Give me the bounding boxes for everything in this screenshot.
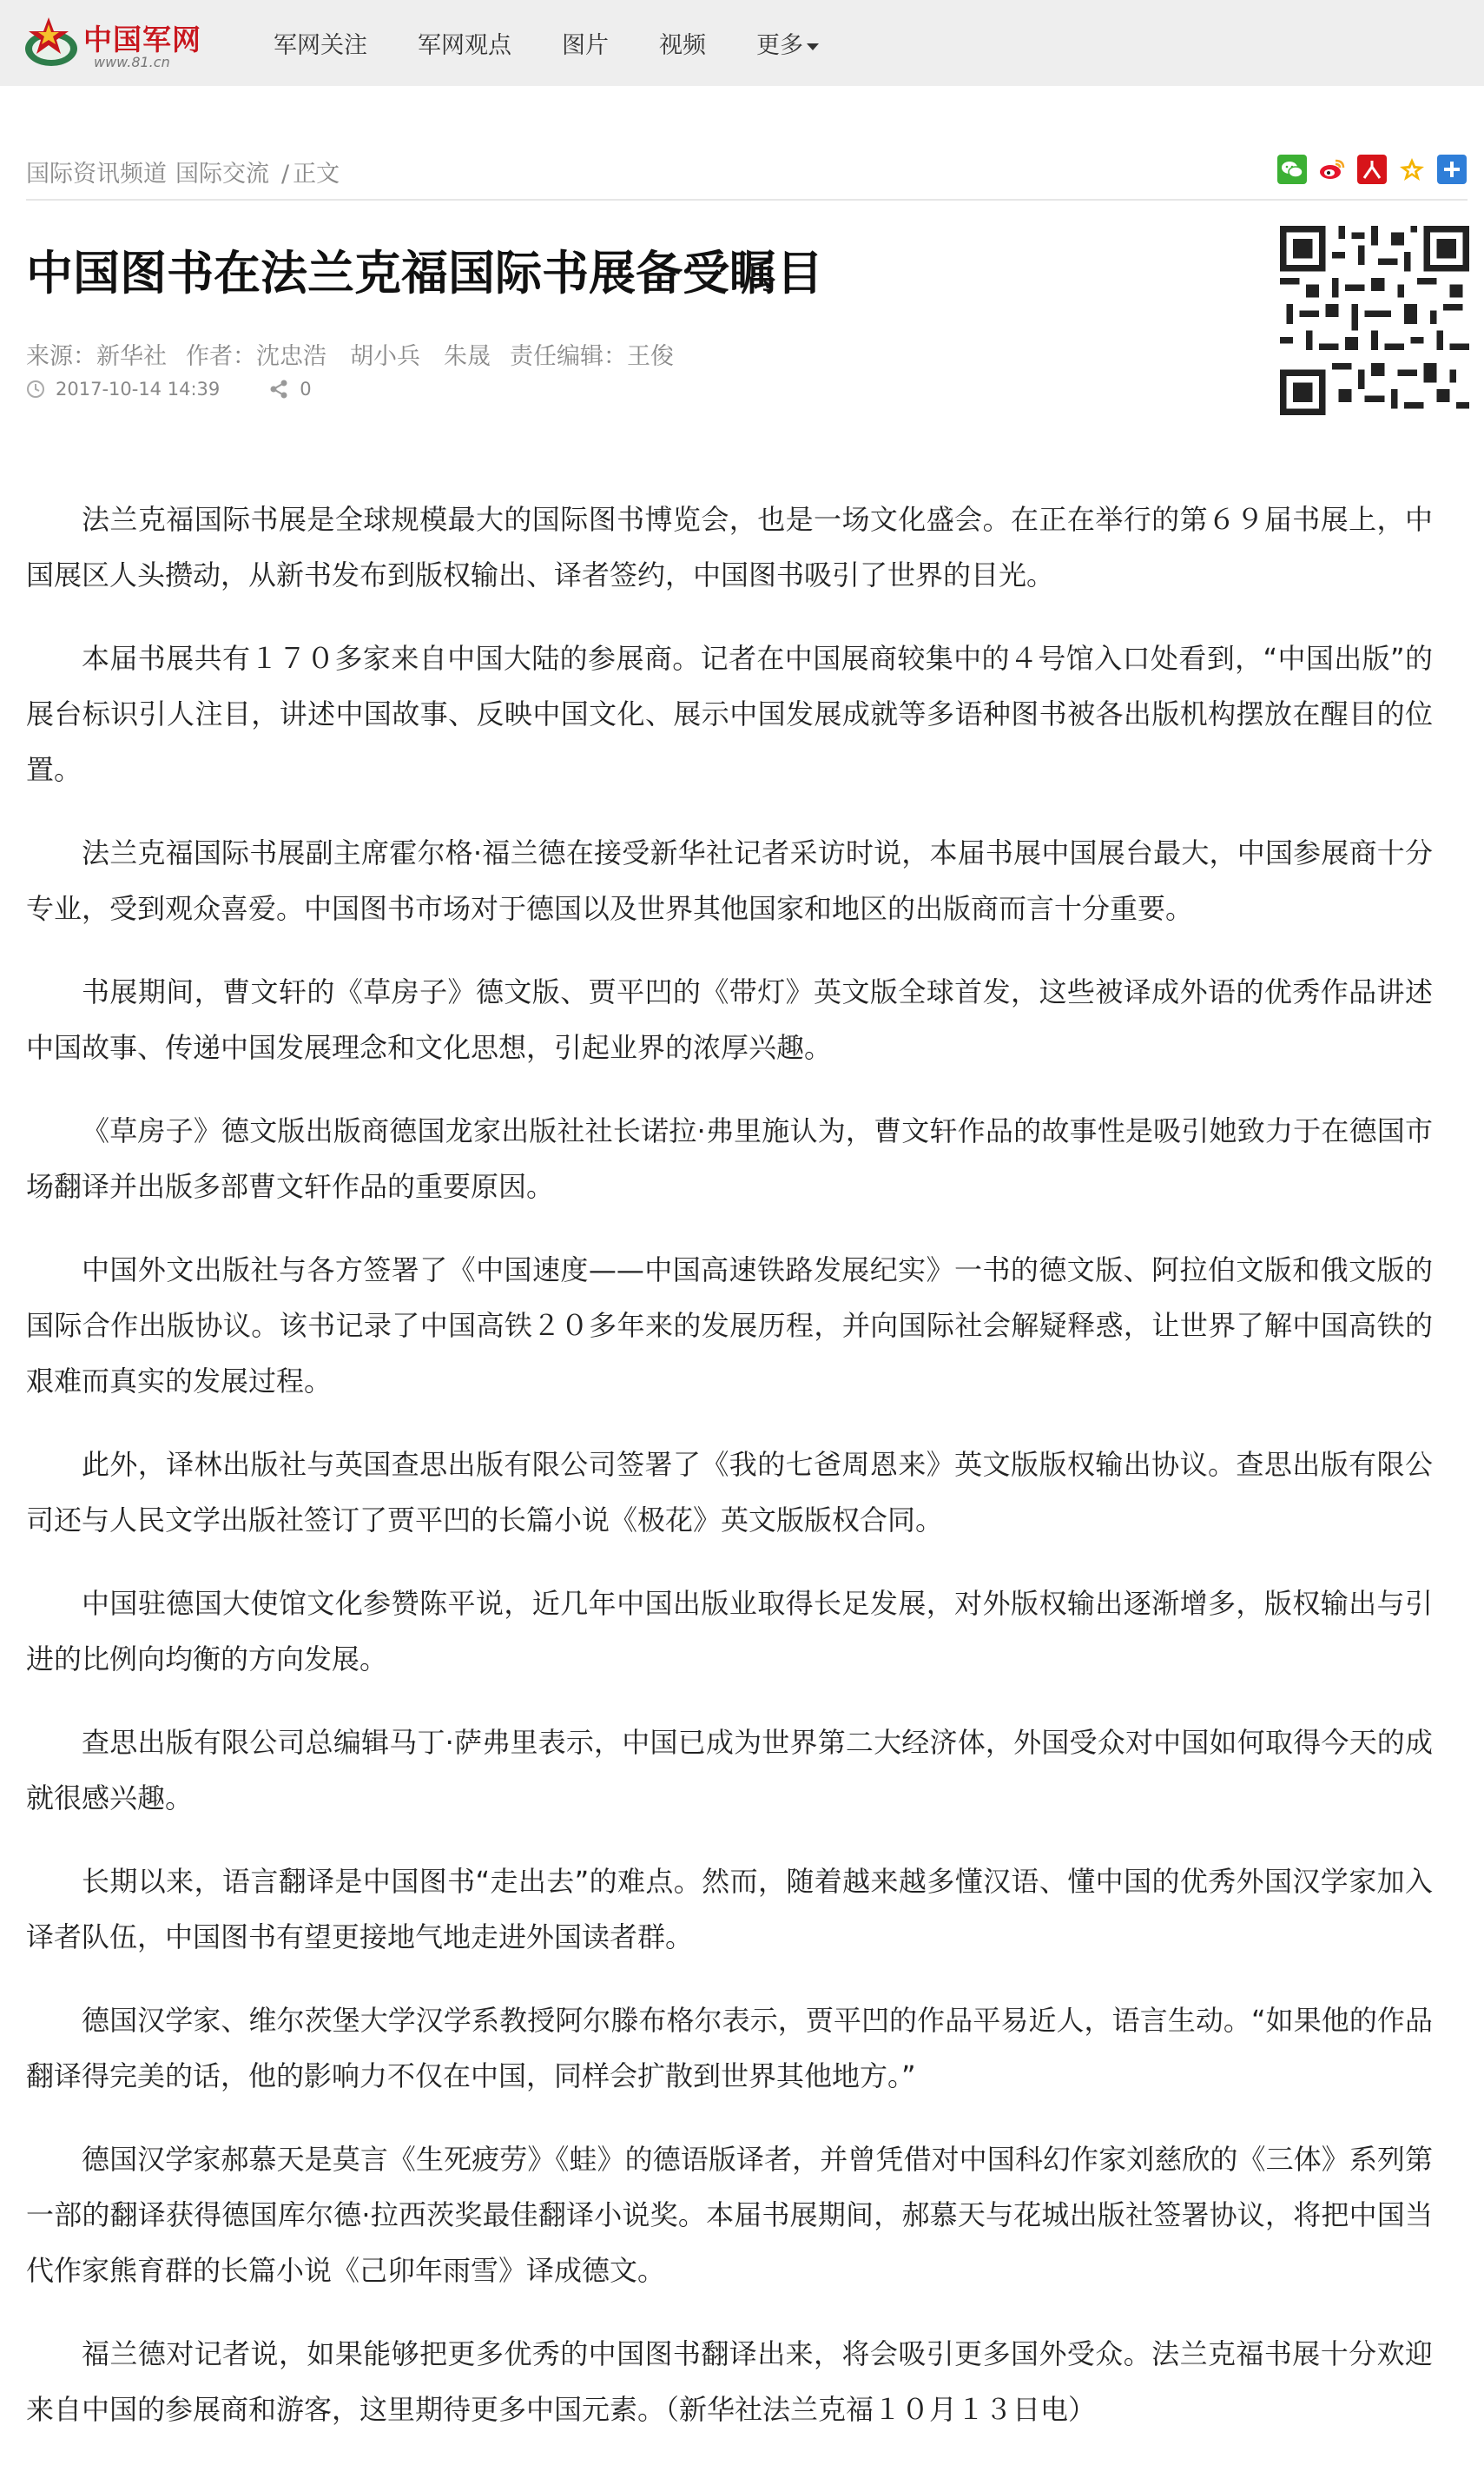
add-icon[interactable] — [1437, 155, 1467, 184]
article-paragraph: 本届书展共有１７０多家来自中国大陆的参展商。记者在中国展商较集中的４号馆入口处看到，“中国出版”的展台标识引人注目，讲述中国故事、反映中国文化、展示中国发展成就等多语种图书被各出版机构摆放在醒目的位置。 — [26, 642, 1433, 786]
wechat-icon[interactable] — [1277, 155, 1307, 184]
article-source: 来源：新华社 — [26, 343, 167, 370]
nav-item-opinion[interactable]: 军网观点 — [418, 32, 511, 59]
clock-icon — [26, 380, 45, 399]
nav-item-video[interactable]: 视频 — [659, 32, 706, 59]
article-paragraph: 书展期间，曹文轩的《草房子》德文版、贾平凹的《带灯》英文版全球首发，这些被译成外语的优秀作品讲述中国故事、传递中国发展理念和文化思想，引起业界的浓厚兴趣。 — [26, 975, 1433, 1064]
article-paragraph: 查思出版有限公司总编辑马丁·萨弗里表示，中国已成为世界第二大经济体，外国受众对中国如何取得今天的成就很感兴趣。 — [26, 1726, 1433, 1814]
logo-star-icon — [23, 14, 80, 71]
article-authors: 作者：沈忠浩 胡小兵 朱晟 — [186, 343, 491, 370]
header-divider — [26, 199, 1468, 201]
article-title: 中国图书在法兰克福国际书展备受瞩目 — [26, 246, 823, 301]
article-paragraph: 德国汉学家、维尔茨堡大学汉学系教授阿尔滕布格尔表示，贾平凹的作品平易近人，语言生动。“如果他的作品翻译得完美的话，他的影响力不仅在中国，同样会扩散到世界其他地方。” — [26, 2004, 1433, 2092]
nav-item-pictures[interactable]: 图片 — [562, 32, 609, 59]
article-paragraph: 中国外文出版社与各方签署了《中国速度——中国高速铁路发展纪实》一书的德文版、阿拉伯文版和俄文版的国际合作出版协议。该书记录了中国高铁２０多年来的发展历程，并向国际社会解疑释惑，让世界了解中国高铁的艰难而真实的发展过程。 — [26, 1253, 1433, 1398]
breadcrumb-current: 正文 — [293, 161, 340, 188]
breadcrumb-separator: / — [281, 161, 290, 188]
top-nav-bar — [0, 0, 1484, 86]
site-logo[interactable] — [23, 14, 205, 71]
article-paragraph: 长期以来，语言翻译是中国图书“走出去”的难点。然而，随着越来越多懂汉语、懂中国的优秀外国汉学家加入译者队伍，中国图书有望更接地气地走进外国读者群。 — [26, 1865, 1433, 1953]
favorite-icon[interactable] — [1397, 155, 1427, 184]
qr-code — [1280, 226, 1469, 415]
article-paragraph: 法兰克福国际书展副主席霍尔格·福兰德在接受新华社记者采访时说，本届书展中国展台最大，中国参展商十分专业，受到观众喜爱。中国图书市场对于德国以及世界其他国家和地区的出版商而言十分重要。 — [26, 836, 1433, 925]
nav-more-label: 更多 — [756, 32, 803, 59]
article-datetime: 2017-10-14 14:39 — [56, 379, 221, 400]
article-body — [26, 492, 1433, 2465]
breadcrumb-channel[interactable]: 国际资讯频道 — [26, 161, 167, 188]
share-count-icon[interactable] — [268, 379, 289, 400]
article-meta — [26, 337, 679, 371]
share-bar — [1277, 155, 1467, 184]
article-paragraph: 《草房子》德文版出版商德国龙家出版社社长诺拉·弗里施认为，曹文轩作品的故事性是吸引她致力于在德国市场翻译并出版多部曹文轩作品的重要原因。 — [26, 1114, 1433, 1203]
nav-item-more[interactable] — [756, 26, 819, 60]
article-paragraph: 中国驻德国大使馆文化参赞陈平说，近几年中国出版业取得长足发展，对外版权输出逐渐增多，版权输出与引进的比例向均衡的方向发展。 — [26, 1587, 1433, 1675]
logo-text: 中国军网 — [83, 23, 201, 56]
breadcrumb — [26, 155, 348, 188]
chevron-down-icon — [807, 43, 819, 50]
breadcrumb-section[interactable]: 国际交流 — [175, 161, 269, 188]
nav-item-focus[interactable]: 军网关注 — [274, 32, 367, 59]
article-editor: 责任编辑：王俊 — [510, 343, 674, 370]
main-nav — [274, 26, 869, 60]
share-count: 0 — [300, 379, 312, 400]
people-icon[interactable] — [1357, 155, 1387, 184]
logo-url-text: www.81.cn — [94, 54, 170, 70]
article-submeta — [26, 379, 312, 400]
article-paragraph: 此外，译林出版社与英国查思出版有限公司签署了《我的七爸周恩来》英文版版权输出协议。查思出版有限公司还与人民文学出版社签订了贾平凹的长篇小说《极花》英文版版权合同。 — [26, 1448, 1433, 1536]
article-paragraph: 法兰克福国际书展是全球规模最大的国际图书博览会，也是一场文化盛会。在正在举行的第６９届书展上，中国展区人头攒动，从新书发布到版权输出、译者签约，中国图书吸引了世界的目光。 — [26, 503, 1433, 591]
article-paragraph: 德国汉学家郝慕天是莫言《生死疲劳》《蛙》的德语版译者，并曾凭借对中国科幻作家刘慈欣的《三体》系列第一部的翻译获得德国库尔德·拉西茨奖最佳翻译小说奖。本届书展期间，郝慕天与花城出版社签署协议，将把中国当代作家熊育群的长篇小说《己卯年雨雪》译成德文。 — [26, 2143, 1433, 2287]
weibo-icon[interactable] — [1317, 155, 1347, 184]
article-paragraph: 福兰德对记者说，如果能够把更多优秀的中国图书翻译出来，将会吸引更多国外受众。法兰克福书展十分欢迎来自中国的参展商和游客，这里期待更多中国元素。（新华社法兰克福１０月１３日电） — [26, 2337, 1433, 2426]
